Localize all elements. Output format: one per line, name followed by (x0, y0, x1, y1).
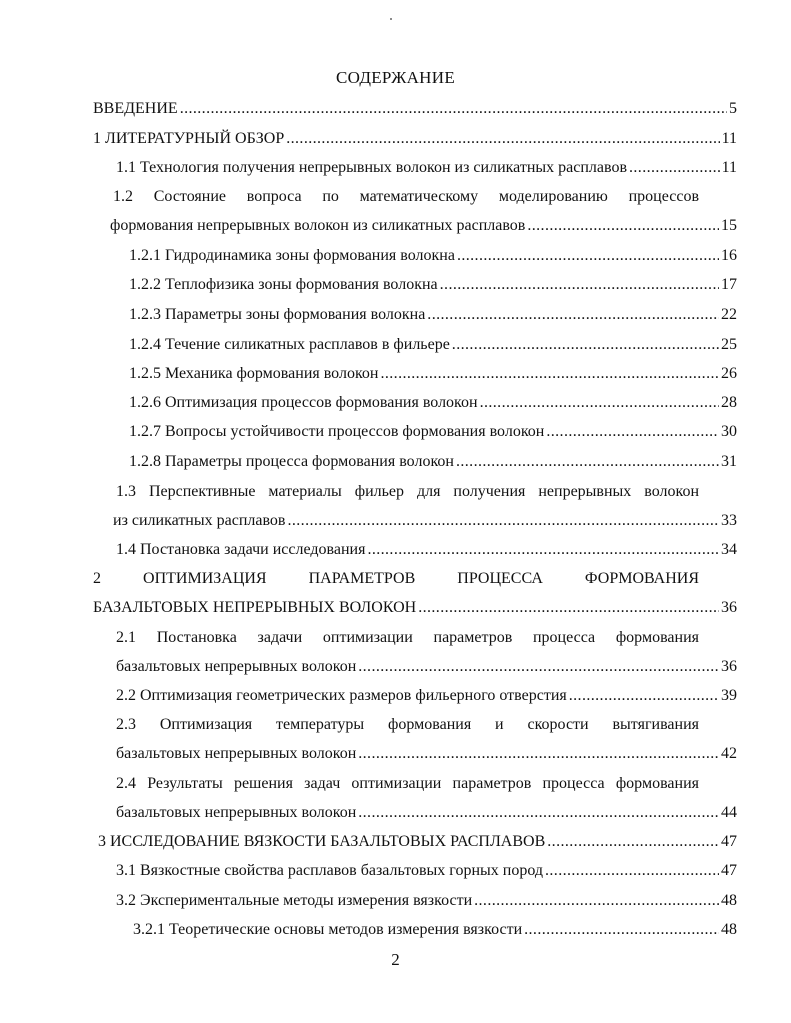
toc-entry-1-2-line1[interactable]: 1.2 Состояние вопроса по математическому моделированию процессов (113, 188, 699, 205)
toc-entry-1-2-3[interactable] (129, 306, 737, 326)
toc-entry-page: 11 (721, 159, 737, 176)
toc-entry-page: 22 (721, 306, 737, 323)
toc-entry-label: 1.2.7 Вопросы устойчивости процессов формования волокон (129, 423, 545, 440)
toc-leader-dots (358, 745, 719, 763)
toc-entry-1-2-5[interactable] (129, 365, 737, 385)
toc-entry-page: 11 (721, 130, 737, 147)
toc-entry-page: 36 (721, 658, 737, 675)
toc-entry-label: из силикатных расплавов (113, 512, 286, 529)
toc-entry-label: 3.2 Экспериментальные методы измерения вязкости (116, 892, 473, 909)
toc-entry-chapter-2-line1[interactable]: 2 ОПТИМИЗАЦИЯ ПАРАМЕТРОВ ПРОЦЕССА ФОРМОВАНИЯ (93, 570, 699, 587)
scan-speck (390, 18, 392, 20)
toc-leader-dots (480, 394, 719, 412)
toc-entry-page: 15 (721, 217, 737, 234)
toc-entry-label: БАЗАЛЬТОВЫХ НЕПРЕРЫВНЫХ ВОЛОКОН (93, 599, 417, 616)
toc-entry-page: 48 (721, 921, 737, 938)
toc-entry-3-2[interactable] (116, 892, 737, 912)
toc-entry-label: 1.2.6 Оптимизация процессов формования волокон (129, 394, 478, 411)
toc-leader-dots (452, 336, 719, 354)
toc-entry-page: 31 (721, 453, 737, 470)
toc-leader-dots (358, 658, 719, 676)
toc-leader-dots (287, 512, 719, 530)
toc-leader-dots (569, 687, 719, 705)
toc-entry-page: 44 (721, 804, 737, 821)
toc-leader-dots (547, 833, 719, 851)
toc-leader-dots (457, 247, 719, 265)
toc-entry-page: 39 (721, 687, 737, 704)
toc-entry-page: 48 (721, 892, 737, 909)
toc-leader-dots (418, 599, 719, 617)
toc-entry-1-3[interactable] (113, 512, 737, 532)
page-number: 2 (391, 950, 400, 969)
toc-entry-introduction[interactable] (93, 100, 737, 120)
toc-entry-2-1[interactable] (116, 658, 737, 678)
toc-leader-dots (380, 365, 719, 383)
toc-entry-page: 30 (721, 423, 737, 440)
toc-entry-page: 42 (721, 745, 737, 762)
toc-entry-label: 1.2.1 Гидродинамика зоны формования волокна (129, 247, 455, 264)
toc-leader-dots (427, 306, 719, 324)
toc-entry-label: базальтовых непрерывных волокон (116, 804, 357, 821)
toc-leader-dots (545, 862, 719, 880)
toc-entry-1-2-8[interactable] (129, 453, 737, 473)
toc-entry-label: 1.2.8 Параметры процесса формования волокон (129, 453, 454, 470)
toc-entry-page: 36 (721, 599, 737, 616)
toc-entry-chapter-3[interactable] (98, 833, 737, 853)
toc-entry-page: 25 (721, 336, 737, 353)
toc-entry-page: 33 (721, 512, 737, 529)
toc-entry-page: 17 (721, 276, 737, 293)
toc-leader-dots (629, 159, 720, 177)
toc-entry-label: 2.2 Оптимизация геометрических размеров фильерного отверстия (116, 687, 567, 704)
toc-entry-2-4[interactable] (116, 804, 737, 824)
toc-entry-label: 1.2.5 Механика формования волокон (129, 365, 379, 382)
toc-entry-label: базальтовых непрерывных волокон (116, 745, 357, 762)
toc-entry-page: 47 (721, 833, 737, 850)
toc-entry-label: ВВЕДЕНИЕ (93, 100, 178, 117)
toc-leader-dots (527, 217, 719, 235)
toc-entry-1-2-1[interactable] (129, 247, 737, 267)
toc-entry-2-3[interactable] (116, 745, 737, 765)
toc-entry-1-2-4[interactable] (129, 336, 737, 356)
toc-entry-chapter-2[interactable] (93, 599, 737, 619)
toc-entry-label: 1 ЛИТЕРАТУРНЫЙ ОБЗОР (93, 130, 285, 147)
toc-leader-dots (286, 130, 719, 148)
toc-entry-2-1-line1[interactable]: 2.1 Постановка задачи оптимизации параметров процесса формования (116, 629, 699, 646)
toc-entry-2-3-line1[interactable]: 2.3 Оптимизация температуры формования и скорости вытягивания (116, 716, 699, 733)
toc-entry-label: 1.4 Постановка задачи исследования (116, 541, 366, 558)
toc-entry-label: 3.1 Вязкостные свойства расплавов базальтовых горных пород (116, 862, 543, 879)
toc-entry-1-2[interactable] (110, 217, 737, 237)
toc-entry-label: базальтовых непрерывных волокон (116, 658, 357, 675)
toc-leader-dots (524, 921, 719, 939)
toc-leader-dots (546, 423, 719, 441)
toc-leader-dots (358, 804, 719, 822)
toc-entry-label: 1.1 Технология получения непрерывных волокон из силикатных расплавов (116, 159, 627, 176)
toc-entry-2-4-line1[interactable]: 2.4 Результаты решения задач оптимизации параметров процесса формования (116, 775, 699, 792)
toc-leader-dots (474, 892, 719, 910)
toc-entry-page: 16 (721, 247, 737, 264)
toc-entry-label: 3 ИССЛЕДОВАНИЕ ВЯЗКОСТИ БАЗАЛЬТОВЫХ РАСПЛАВОВ (98, 833, 546, 850)
toc-entry-page: 34 (721, 541, 737, 558)
toc-leader-dots (440, 276, 719, 294)
toc-leader-dots (456, 453, 719, 471)
toc-entry-page: 47 (721, 862, 737, 879)
page-title: СОДЕРЖАНИЕ (335, 68, 456, 87)
toc-entry-1-2-7[interactable] (129, 423, 737, 443)
toc-entry-label: 1.2.4 Течение силикатных расплавов в фильере (129, 336, 450, 353)
toc-entry-page: 26 (721, 365, 737, 382)
toc-leader-dots (180, 100, 727, 118)
toc-entry-chapter-1[interactable] (93, 130, 737, 150)
toc-entry-page: 5 (729, 100, 737, 117)
toc-entry-page: 28 (721, 394, 737, 411)
toc-entry-3-1[interactable] (116, 862, 737, 882)
toc-entry-label: 1.2.2 Теплофизика зоны формования волокна (129, 276, 438, 293)
toc-entry-3-2-1[interactable] (133, 921, 737, 941)
toc-entry-1-4[interactable] (116, 541, 737, 561)
toc-entry-2-2[interactable] (116, 687, 737, 707)
toc-entry-1-2-6[interactable] (129, 394, 737, 414)
toc-entry-1-1[interactable] (116, 159, 737, 179)
toc-entry-label: формования непрерывных волокон из силикатных расплавов (110, 217, 526, 234)
toc-entry-label: 1.2.3 Параметры зоны формования волокна (129, 306, 426, 323)
toc-entry-1-3-line1[interactable]: 1.3 Перспективные материалы фильер для получения непрерывных волокон (116, 483, 699, 500)
toc-entry-1-2-2[interactable] (129, 276, 737, 296)
toc-leader-dots (367, 541, 719, 559)
toc-entry-label: 3.2.1 Теоретические основы методов измерения вязкости (133, 921, 523, 938)
